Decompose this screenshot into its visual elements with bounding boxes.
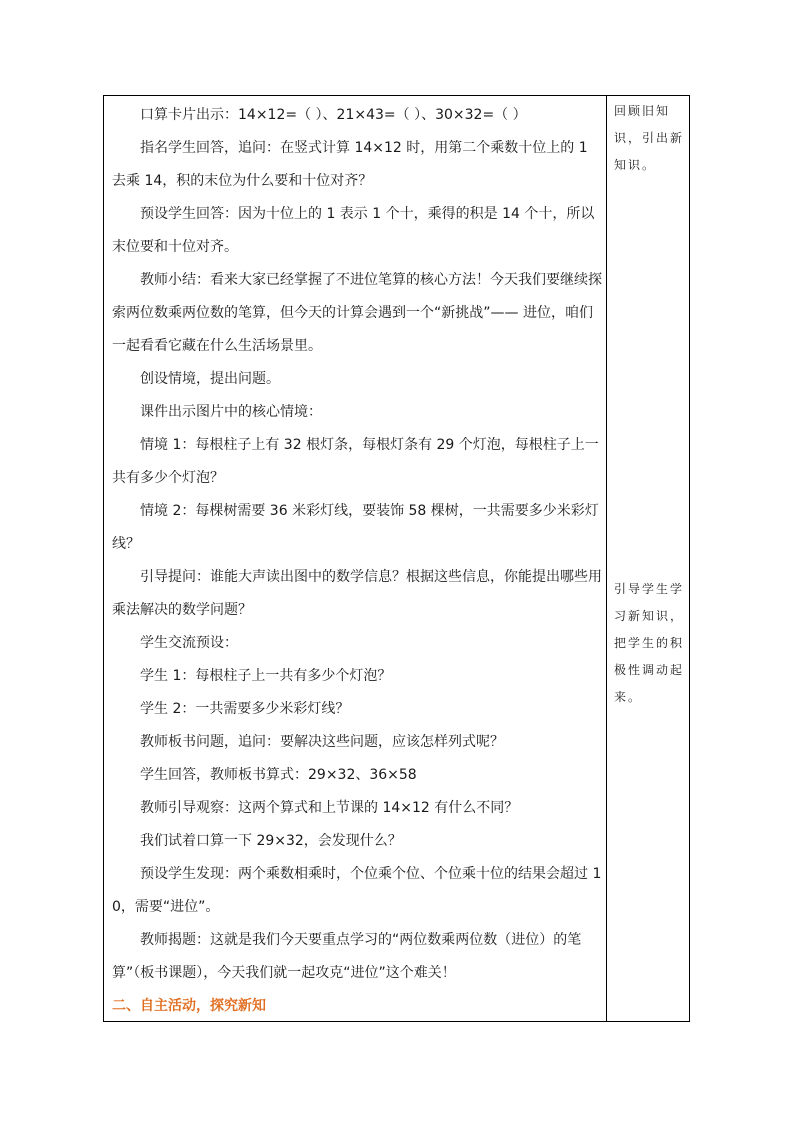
teaching-process-cell bbox=[112, 99, 602, 1023]
lesson-table bbox=[103, 95, 690, 1022]
paragraph-guiding-question: 引导提问：谁能大声读出图中的数学信息？根据这些信息，你能提出哪些用乘法解决的数学问题？ bbox=[112, 569, 602, 618]
section-heading: 二、自主活动，探究新知 bbox=[112, 998, 266, 1014]
side-note-guide: 引导学生学习新知识，把学生的积极性调动起来。 bbox=[614, 582, 685, 704]
paragraph-show-scenario: 课件出示图片中的核心情境： bbox=[140, 404, 322, 420]
paragraph-student-2: 学生 2：一共需要多少米彩灯线？ bbox=[140, 701, 350, 717]
paragraph-observe-difference: 教师引导观察：这两个算式和上节课的 14×12 有什么不同？ bbox=[140, 800, 519, 816]
paragraph-board-formula: 学生回答，教师板书算式：29×32、36×58 bbox=[140, 767, 417, 783]
paragraph-scenario-2: 情境 2：每棵树需要 36 米彩灯线，要装饰 58 棵树，一共需要多少米彩灯线？ bbox=[112, 503, 599, 552]
paragraph-student-1: 学生 1：每根柱子上一共有多少个灯泡？ bbox=[140, 668, 392, 684]
paragraph-try-mental-math: 我们试着口算一下 29×32，会发现什么？ bbox=[140, 833, 402, 849]
paragraph-scenario-1: 情境 1：每根柱子上有 32 根灯条，每根灯条有 29 个灯泡，每根柱子上一共有多少个灯泡？ bbox=[112, 437, 599, 486]
paragraph-expected-discovery: 预设学生发现：两个乘数相乘时，个位乘个位、个位乘十位的结果会超过 10，需要“进位”。 bbox=[112, 866, 602, 915]
side-note-review: 回顾旧知识，引出新知识。 bbox=[614, 104, 685, 172]
paragraph-teacher-summary: 教师小结：看来大家已经掌握了不进位笔算的核心方法！今天我们要继续探索两位数乘两位数的笔算，但今天的计算会遇到一个“新挑战”—— 进位，咱们一起看看它藏在什么生活场景里。 bbox=[112, 272, 602, 354]
paragraph-student-discussion: 学生交流预设： bbox=[140, 635, 238, 651]
paragraph-follow-up-question: 指名学生回答，追问：在竖式计算 14×12 时，用第二个乘数十位上的 1 去乘 14，积的末位为什么要和十位对齐？ bbox=[112, 140, 588, 189]
paragraph-board-question: 教师板书问题，追问：要解决这些问题，应该怎样列式呢？ bbox=[140, 734, 504, 750]
paragraph-expected-answer: 预设学生回答：因为十位上的 1 表示 1 个十，乘得的积是 14 个十，所以末位要和十位对齐。 bbox=[112, 206, 595, 255]
paragraph-create-scenario: 创设情境，提出问题。 bbox=[140, 371, 280, 387]
paragraph-oral-cards: 口算卡片出示：14×12=（ ）、21×43=（ ）、30×32=（ ） bbox=[140, 107, 527, 123]
paragraph-reveal-topic: 教师揭题：这就是我们今天要重点学习的“两位数乘两位数（进位）的笔算”（板书课题），今天我们就一起攻克“进位”这个难关！ bbox=[112, 932, 582, 981]
column-divider bbox=[606, 96, 607, 1021]
